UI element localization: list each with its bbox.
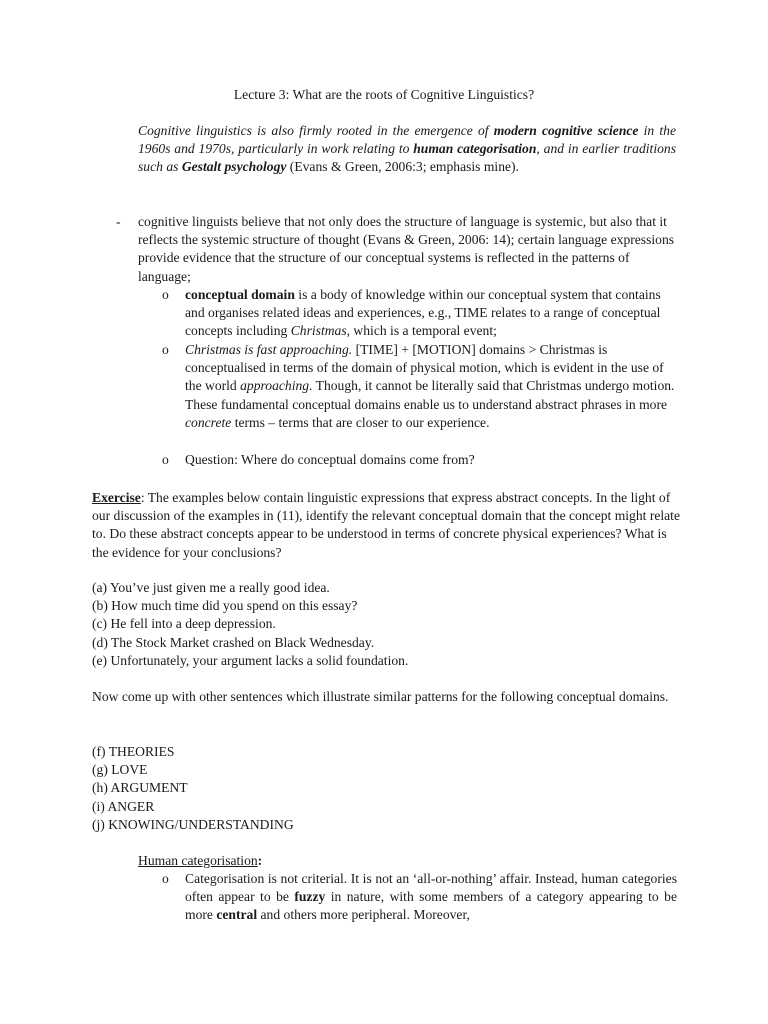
quote-text-2: in the 1960s and 1970s, particularly in work relating to: [138, 123, 677, 157]
example-item-e: (e) Unfortunately, your argument lacks a solid foundation.: [92, 652, 409, 668]
domains-list: [92, 743, 294, 834]
example-item-a: (a) You’ve just given me a really good idea.: [92, 580, 330, 595]
now-paragraph: Now come up with other sentences which illustrate similar patterns for the following conceptual domains.: [92, 689, 669, 704]
exercise-text: : The examples below contain linguistic expressions that express abstract concepts. In the light of our discussion of the examples in (11), identify the relevant conceptual domain that the concept might relate to. Do these abstract concepts appear to be understood in terms of concrete physical experiences? What is the evidence for your conclusions?: [92, 490, 680, 560]
sub-bullet-marker-2: o: [162, 342, 169, 357]
quote-text-1: Cognitive linguistics is also firmly rooted in the emergence of: [138, 123, 494, 138]
sub2-text-2: Though, it cannot be literally said that Christmas undergo motion. These fundamental conceptual domains enable us to understand abstract phrases in more: [185, 378, 675, 412]
sub2-text-3: terms – terms that are closer to our experience.: [231, 414, 490, 430]
hc-text-1: Categorisation is not criterial. It is not an ‘all-or-nothing’ affair. Instead, human categories often appear to be: [185, 871, 677, 905]
sub2-italic-1: Christmas is fast approaching.: [185, 342, 353, 357]
exercise-label: Exercise: [92, 490, 141, 505]
quote-bold-gestalt-psychology: Gestalt psychology: [181, 159, 287, 175]
example-item-c: (c) He fell into a deep depression.: [92, 616, 276, 632]
sub1-italic: Christmas,: [290, 323, 351, 339]
hc-text-3: and others more peripheral. Moreover,: [257, 907, 470, 923]
sub-bullet-conceptual-domain: [185, 286, 677, 341]
sub-bullet-marker-3: o: [162, 452, 169, 467]
hc-text-2: in nature, with some members of a category appearing to be more: [185, 889, 677, 923]
hc-heading-text: Human categorisation: [138, 853, 258, 868]
dash-bullet-marker: -: [116, 214, 121, 229]
sub1-text-1: is a body of knowledge within our conceptual system that contains and organises related ideas and experiences, e.g., TIME relates to a range of conceptual concepts including: [185, 287, 661, 339]
hc-bullet-text: [185, 870, 677, 925]
domain-item-f: (f) THEORIES: [92, 744, 175, 759]
sub1-bold: conceptual domain: [185, 287, 295, 302]
sub-bullet-christmas: [185, 341, 677, 432]
examples-list: [92, 579, 408, 670]
hc-bullet-marker: o: [162, 871, 169, 886]
quote-paragraph: [138, 122, 676, 177]
sub2-text-1: [TIME] + [MOTION] domains > Christmas is conceptualised in terms of the domain of physical motion, which is evident in the use of the world: [185, 342, 664, 394]
quote-citation: (Evans & Green, 2006:3; emphasis mine).: [286, 159, 519, 175]
example-item-d: (d) The Stock Market crashed on Black Wednesday.: [92, 634, 375, 650]
main-bullet: [138, 213, 678, 286]
main-bullet-text: cognitive linguists believe that not only does the structure of language is systemic, but also that it reflects the systemic structure of thought (Evans & Green, 2006: 14); certain language expressions provide evidence that the structure of our conceptual systems is reflected in the patterns of language;: [138, 214, 675, 284]
human-categorisation-heading: [138, 852, 262, 870]
domain-item-i: (i) ANGER: [92, 798, 155, 814]
domain-item-j: (j) KNOWING/UNDERSTANDING: [92, 816, 294, 832]
domain-item-h: (h) ARGUMENT: [92, 780, 188, 796]
sub2-italic-2: approaching.: [240, 378, 313, 394]
hc-bold-central: central: [216, 907, 258, 923]
example-item-b: (b) How much time did you spend on this essay?: [92, 598, 358, 614]
quote-text-3: , and in earlier traditions such as: [138, 141, 676, 175]
quote-bold-modern-cognitive-science: modern cognitive science: [493, 123, 639, 138]
quote-bold-human-categorisation: human categorisation: [413, 141, 537, 157]
sub1-text-2: which is a temporal event;: [350, 323, 497, 339]
hc-bold-fuzzy: fuzzy: [294, 889, 326, 905]
sub2-italic-3: concrete: [185, 414, 232, 430]
sub-bullet-marker-1: o: [162, 287, 169, 302]
sub-bullet-question: Question: Where do conceptual domains come from?: [185, 452, 475, 467]
exercise-paragraph: [92, 489, 682, 562]
domain-item-g: (g) LOVE: [92, 762, 148, 778]
page-title: Lecture 3: What are the roots of Cognitive Linguistics?: [233, 87, 535, 102]
hc-heading-colon: :: [257, 853, 263, 868]
